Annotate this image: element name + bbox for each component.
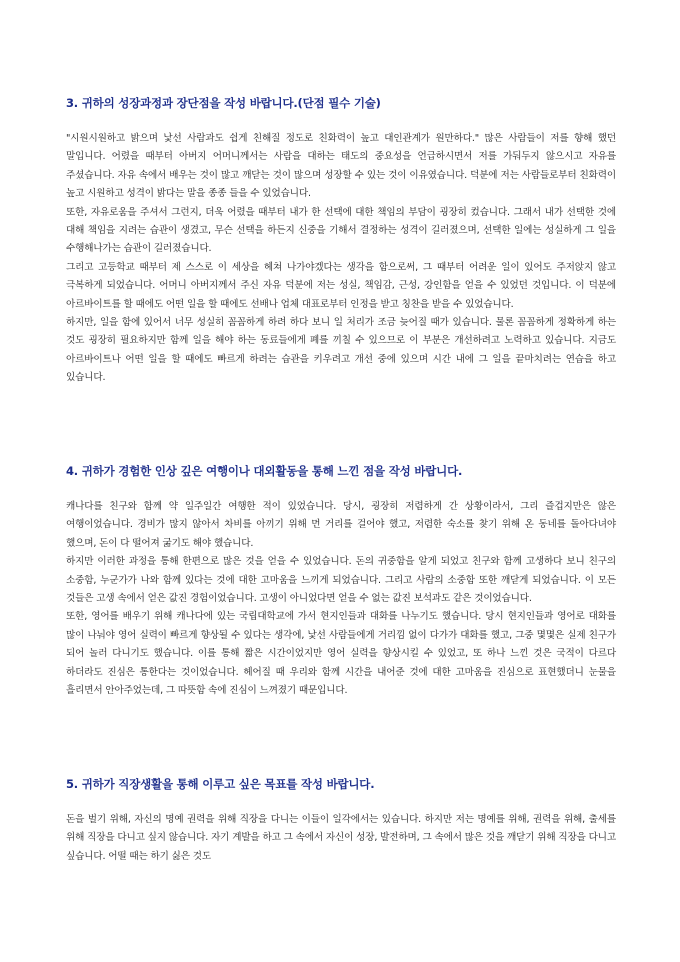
paragraph: 하지만, 일을 함에 있어서 너무 성실히 꼼꼼하게 하려 하다 보니 일 처리가 조금 늦어질 때가 있습니다. 물론 꼼꼼하게 정확하게 하는 것도 굉장히 필요하지만 함께 일을 해야 하는 동료들에게 폐를 끼칠 수 있으므로 이 부분은 개선하려고 노력하고 있습니다. 지금도 아르바이트나 어떤 일을 할 때에도 빠르게 하려는 습관을 키우려고 개선 중에 있으며 시간 내에 그 일을 끝마치려는 연습을 하고 있습니다. bbox=[66, 317, 616, 384]
section-title: 5. 귀하가 직장생활을 통해 이루고 싶은 목표를 작성 바랍니다. bbox=[66, 777, 375, 791]
paragraph: 그리고 고등학교 때부터 제 스스로 이 세상을 헤쳐 나가야겠다는 생각을 함으로써, 그 때부터 어려운 일이 있어도 주저앉지 않고 극복하게 되었습니다. 어머니 아버지께서 주신 자유 덕분에 저는 성실, 책임감, 근성, 강인함을 얻을 수 있었던 것입니다. 이 덕분에 아르바이트를 할 때에도 어떤 일을 할 때에도 선배나 업체 대표로부터 인정을 받고 칭찬을 받을 수 있었습니다. bbox=[66, 261, 616, 310]
section-body bbox=[66, 130, 616, 388]
section-title: 4. 귀하가 경험한 인상 깊은 여행이나 대외활동을 통해 느낀 점을 작성 바랍니다. bbox=[66, 464, 463, 478]
paragraph: 하지만 이러한 과정을 통해 한편으로 많은 것을 얻을 수 있었습니다. 돈의 귀중함을 알게 되었고 친구와 함께 고생하다 보니 친구의 소중함, 누군가가 나와 함께 있다는 것에 대한 고마움을 느끼게 되었습니다. 그리고 사람의 소중함 또한 깨닫게 되었습니다. 이 모든 것들은 고생 속에서 얻은 값진 경험이었습니다. 고생이 아니었다면 얻을 수 없는 값진 보석과도 같은 것이었습니다. bbox=[66, 556, 616, 605]
section-3 bbox=[66, 95, 616, 388]
paragraph: 또한, 영어를 배우기 위해 캐나다에 있는 국립대학교에 가서 현지인들과 대화를 나누기도 했습니다. 당시 현지인들과 영어로 대화를 많이 나눠야 영어 실력이 빠르게 향상될 수 있다는 생각에, 낯선 사람들에게 거리낌 없이 다가가 대화를 했고, 그중 몇몇은 실제 친구가 되어 놀러 다니기도 했습니다. 이를 통해 짧은 시간이었지만 영어 실력을 향상시킬 수 있었고, 또 하나 느낀 것은 국적이 다르다 하더라도 진심은 통한다는 것이었습니다. 헤어질 때 우리와 함께 시간을 내어준 것에 대한 고마움을 진심으로 표현했더니 눈물을 흘리면서 안아주었는데, 그 따뜻함 속에 진심이 느껴졌기 때문입니다. bbox=[66, 611, 616, 697]
paragraph: 또한, 자유로움을 주셔서 그런지, 더욱 어렸을 때부터 내가 한 선택에 대한 책임의 부담이 굉장히 컸습니다. 그래서 내가 선택한 것에 대해 책임을 지려는 습관이 생겼고, 무슨 선택을 하든지 신중을 기해서 결정하는 성격이 길러졌으며, 선택한 일에는 성실하게 그 일을 수행해나가는 습관이 길러졌습니다. bbox=[66, 206, 616, 255]
section-title: 3. 귀하의 성장과정과 장단점을 작성 바랍니다.(단점 필수 기술) bbox=[66, 96, 381, 110]
section-5 bbox=[66, 776, 616, 866]
paragraph: 캐나다를 친구와 함께 약 일주일간 여행한 적이 있었습니다. 당시, 굉장히 저렴하게 간 상황이라서, 그리 즐겁지만은 않은 여행이었습니다. 경비가 많지 않아서 차비를 아끼기 위해 먼 거리를 걸어야 했고, 저렴한 숙소를 찾기 위해 온 동네를 돌아다녀야 했으며, 돈이 다 떨어져 굶기도 해야 했습니다. bbox=[66, 501, 616, 549]
section-body bbox=[66, 498, 616, 700]
section-body bbox=[66, 811, 616, 866]
section-4 bbox=[66, 463, 616, 700]
paragraph: 돈을 벌기 위해, 자신의 명예 권력을 위해 직장을 다니는 이들이 일각에서는 있습니다. 하지만 저는 명예를 위해, 권력을 위해, 출세를 위해 직장을 다니고 싶지 않습니다. 자기 계발을 하고 그 속에서 자신이 성장, 발전하며, 그 속에서 많은 것을 깨닫기 위해 직장을 다니고 싶습니다. 어떨 때는 하기 싫은 것도 bbox=[66, 814, 616, 862]
paragraph: "시원시원하고 밝으며 낯선 사람과도 쉽게 친해질 정도로 친화력이 높고 대인관계가 원만하다." 많은 사람들이 저를 향해 했던 말입니다. 어렸을 때부터 아버지 어머니께서는 사람을 대하는 태도의 중요성을 언급하시면서 저를 가둬두지 않으시고 자유를 주셨습니다. 자유 속에서 배우는 것이 많고 깨닫는 것이 많으며 성장할 수 있는 것이 이유였습니다. 덕분에 저는 사람들로부터 친화력이 높고 시원하고 성격이 밝다는 말을 종종 들을 수 있었습니다. bbox=[66, 133, 616, 200]
